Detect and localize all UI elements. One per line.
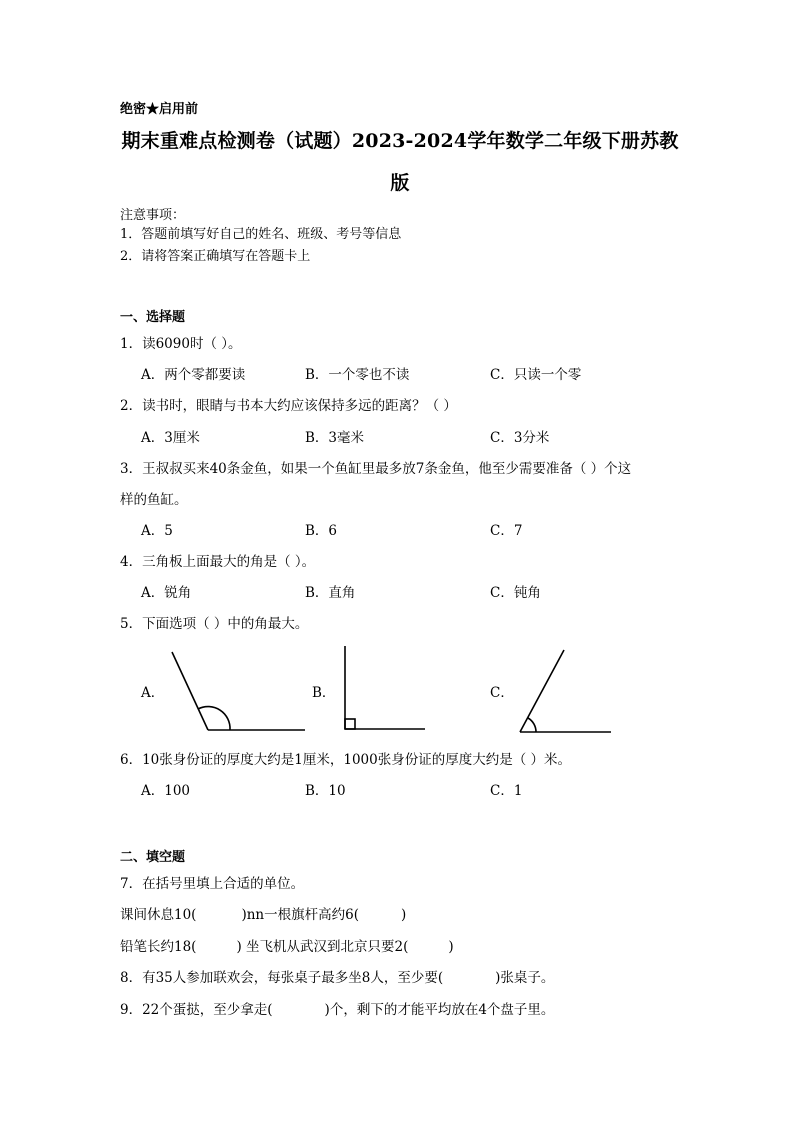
q7-text-b: )nn一根旗杆高约6( (241, 907, 359, 923)
q9-text-b: )个，剩下的才能平均放在4个盘子里。 (324, 1002, 555, 1018)
secret-label: 绝密★启用前 (120, 102, 199, 117)
option-c: C． (490, 685, 514, 701)
option-a: A．锐角 (141, 585, 192, 601)
option-a: A．5 (141, 523, 173, 539)
question-3-line2: 样的鱼缸。 (120, 492, 188, 508)
question-7-line1 (120, 903, 406, 923)
page-title-line2: 版 (390, 172, 410, 194)
question-9 (120, 998, 554, 1018)
option-b: B． (312, 685, 336, 701)
q7-text-c: ) (400, 907, 407, 923)
q8-text-a: 8．有35人参加联欢会，每张桌子最多坐8人，至少要( (120, 970, 444, 986)
q7-text-a: 铅笔长约18( (120, 939, 197, 955)
question-5: 5．下面选项（ ）中的角最大。 (120, 616, 309, 632)
question-8 (120, 966, 554, 986)
notes-heading: 注意事项： (120, 208, 186, 223)
option-a: A．3厘米 (141, 430, 200, 446)
section-heading-fill: 二、填空题 (120, 850, 186, 865)
option-c: C．1 (490, 783, 523, 799)
q7-text-a: 课间休息10( (120, 907, 197, 923)
option-c: C．钝角 (490, 585, 541, 601)
option-b: B．3毫米 (305, 430, 365, 446)
question-1: 1．读6090时（ ）。 (120, 336, 242, 352)
question-2: 2．读书时，眼睛与书本大约应该保持多远的距离？（ ） (120, 398, 457, 414)
question-7-line2 (120, 935, 454, 955)
section-heading-choice: 一、选择题 (120, 310, 186, 325)
question-6: 6．10张身份证的厚度大约是1厘米，1000张身份证的厚度大约是（ ）米。 (120, 752, 572, 768)
option-c: C．3分米 (490, 430, 550, 446)
question-3-line1: 3．王叔叔买来40条金鱼，如果一个鱼缸里最多放7条金鱼，他至少需要准备（ ）个这 (120, 461, 632, 477)
q9-text-a: 9．22个蛋挞，至少拿走( (120, 1002, 273, 1018)
question-4: 4．三角板上面最大的角是（ ）。 (120, 554, 316, 570)
notes-item: 1．答题前填写好自己的姓名、班级、考号等信息 (120, 227, 402, 242)
page-title-line1: 期末重难点检测卷（试题）2023-2024学年数学二年级下册苏教 (121, 130, 679, 152)
notes-item: 2．请将答案正确填写在答题卡上 (120, 249, 311, 264)
question-7: 7．在括号里填上合适的单位。 (120, 876, 305, 892)
option-c: C．7 (490, 523, 523, 539)
option-b: B．10 (305, 783, 346, 799)
acute-angle-figure (510, 645, 616, 737)
q7-text-c: ) (448, 939, 454, 955)
option-a: A．两个零都要读 (141, 367, 246, 383)
q8-text-b: )张桌子。 (495, 970, 555, 986)
option-b: B．6 (305, 523, 338, 539)
option-c: C．只读一个零 (490, 367, 582, 383)
option-a: A．100 (141, 783, 191, 799)
option-b: B．一个零也不读 (305, 367, 410, 383)
obtuse-angle-figure (160, 645, 310, 737)
option-a: A． (141, 685, 165, 701)
option-b: B．直角 (305, 585, 356, 601)
right-angle-figure (335, 642, 430, 738)
q7-text-b: ) 坐飞机从武汉到北京只要2( (236, 939, 409, 955)
